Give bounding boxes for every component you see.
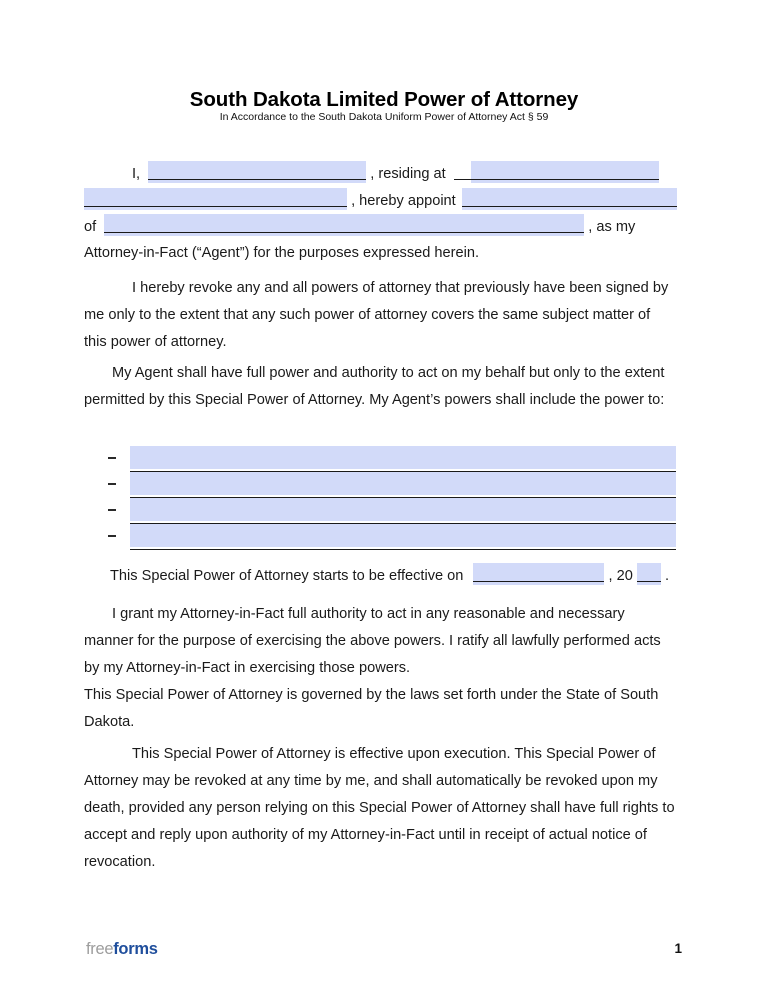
as-my-label: , as my [588,219,636,235]
agent-address-wrap [104,214,584,236]
agent-address-rule [104,232,584,233]
intro-line-3 [84,214,676,241]
freeforms-logo [86,940,158,959]
effective-date-rule [473,581,604,582]
power-item-input-1[interactable] [130,446,676,469]
intro-line-2 [84,188,676,215]
of-label: of [84,219,97,235]
hereby-appoint-label: , hereby appoint [351,193,456,209]
power-item-input-4[interactable] [130,524,676,547]
effective-date-wrap [473,563,604,585]
power-item-row-3 [84,498,676,524]
effective-year-rule [637,581,661,582]
paragraph-authority: My Agent shall have full power and authority to act on my behalf but only to the extent permitted by this Special Power of Attorney. My Agent’s powers shall include the power to: [84,365,665,408]
residence-cont-rule [84,206,347,207]
principal-name-wrap [148,161,366,183]
page-title: South Dakota Limited Power of Attorney [189,88,579,111]
principal-name-rule [148,179,366,180]
agent-name-rule [462,206,677,207]
page-number: 1 [674,941,682,956]
intro-line-4: Attorney-in-Fact (“Agent”) for the purposes expressed herein. [84,245,480,261]
power-item-rule-4 [130,549,676,550]
principal-label: I, [132,166,141,182]
year-prefix-label: , 20 [608,568,633,584]
dash-icon [108,457,116,459]
power-item-row-1 [84,446,676,472]
logo-text-forms: forms [113,940,158,958]
effective-date-label: This Special Power of Attorney starts to be effective on [110,568,464,584]
logo-text-free: free [86,940,114,958]
residence-rule [454,179,659,180]
paragraph-governing-law: This Special Power of Attorney is governed by the laws set forth under the State of South Dakota. [84,687,659,730]
effective-year-wrap [637,563,661,585]
power-item-row-4 [84,524,676,550]
agent-name-wrap [462,188,677,210]
effective-date-line [110,563,676,590]
residence-wrap [454,161,659,183]
intro-line-1 [84,161,676,188]
dash-icon [108,509,116,511]
page-subtitle: In Accordance to the South Dakota Uniform Power of Attorney Act § 59 [219,111,549,123]
residing-at-label: , residing at [370,166,446,182]
power-item-input-2[interactable] [130,472,676,495]
paragraph-execution: This Special Power of Attorney is effective upon execution. This Special Power of Attorney may be revoked at any time by me, and shall automatically be revoked upon my death, provided any person relying on this Special Power of Attorney shall have full rights to accept and reply upon authority of my Attorney-in-Fact until in receipt of actual notice of revocation. [84,746,675,870]
dash-icon [108,483,116,485]
power-item-input-3[interactable] [130,498,676,521]
paragraph-revocation: I hereby revoke any and all powers of attorney that previously have been signed by me only to the extent that any such power of attorney covers the same subject matter of this power of attorney. [84,280,669,350]
residence-cont-wrap [84,188,347,210]
power-item-row-2 [84,472,676,498]
dash-icon [108,535,116,537]
effective-date-period: . [665,568,670,584]
paragraph-grant: I grant my Attorney-in-Fact full authority to act in any reasonable and necessary manner for the purpose of exercising the above powers. I ratify all lawfully performed acts by my Attorney-in-Fact in exercising those powers. [84,606,661,676]
